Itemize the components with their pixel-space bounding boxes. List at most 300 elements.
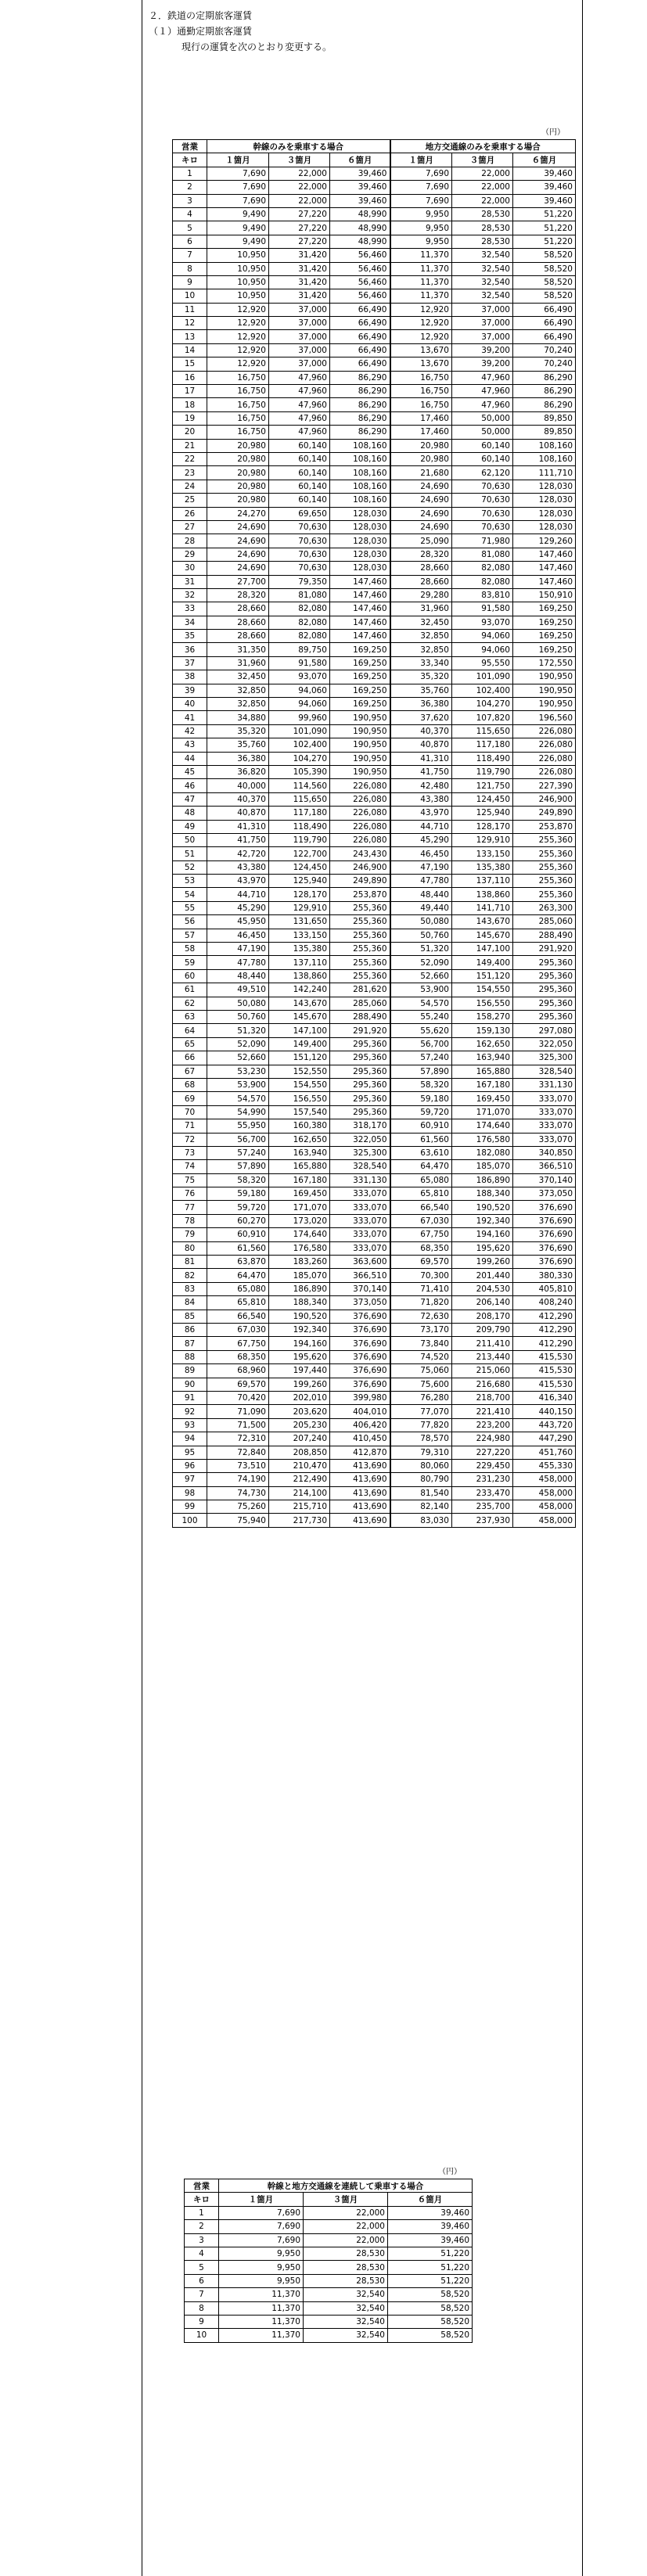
fare-cell: 380,330	[513, 1269, 576, 1282]
km-cell: 34	[173, 616, 207, 629]
km-cell: 31	[173, 575, 207, 588]
table-row	[173, 792, 576, 806]
table-row	[173, 1405, 576, 1418]
fare-cell: 50,080	[390, 915, 452, 929]
table-row	[173, 357, 576, 371]
fare-cell: 207,240	[269, 1432, 330, 1446]
km-cell: 97	[173, 1473, 207, 1486]
table-row	[173, 494, 576, 507]
fare-cell: 185,070	[269, 1269, 330, 1282]
fare-cell: 49,510	[207, 983, 269, 997]
table-row	[173, 943, 576, 956]
fare-cell: 7,690	[390, 181, 452, 194]
fare-cell: 86,290	[513, 398, 576, 411]
fare-cell: 62,120	[452, 466, 513, 480]
header-trunk-3m: ３箇月	[269, 153, 330, 167]
km-cell: 4	[173, 207, 207, 221]
fare-cell: 208,850	[269, 1446, 330, 1459]
fare-cell: 328,540	[513, 1065, 576, 1078]
table-row	[173, 1514, 576, 1527]
fare-cell: 72,840	[207, 1446, 269, 1459]
fare-cell: 51,220	[388, 2274, 473, 2287]
fare-cell: 86,290	[513, 385, 576, 398]
table-row	[173, 411, 576, 425]
km-cell: 77	[173, 1201, 207, 1214]
fare-cell: 188,340	[452, 1187, 513, 1201]
km-cell: 45	[173, 765, 207, 778]
fare-cell: 58,520	[513, 275, 576, 289]
km-cell: 44	[173, 752, 207, 765]
fare-cell: 24,690	[207, 548, 269, 561]
table-row	[173, 1378, 576, 1391]
fare-cell: 20,980	[207, 480, 269, 493]
table-row	[173, 901, 576, 914]
table-row	[173, 207, 576, 221]
fare-cell: 190,950	[330, 738, 390, 752]
fare-cell: 45,290	[390, 833, 452, 846]
fare-cell: 52,090	[207, 1037, 269, 1051]
fare-cell: 57,890	[390, 1065, 452, 1078]
km-cell: 5	[185, 2261, 219, 2274]
km-cell: 83	[173, 1282, 207, 1295]
fare-table-main	[172, 139, 576, 1528]
header-local-3m: ３箇月	[452, 153, 513, 167]
km-cell: 95	[173, 1446, 207, 1459]
table-row	[173, 1310, 576, 1323]
fare-cell: 39,200	[452, 357, 513, 371]
fare-cell: 142,240	[269, 983, 330, 997]
fare-cell: 160,380	[269, 1119, 330, 1133]
km-cell: 32	[173, 588, 207, 602]
km-cell: 57	[173, 929, 207, 942]
fare-cell: 39,460	[513, 167, 576, 180]
fare-cell: 235,700	[452, 1500, 513, 1514]
fare-cell: 32,540	[304, 2301, 388, 2315]
km-cell: 22	[173, 452, 207, 465]
fare-cell: 199,260	[269, 1378, 330, 1391]
fare-cell: 57,890	[207, 1160, 269, 1173]
fare-cell: 24,690	[207, 520, 269, 534]
fare-cell: 203,620	[269, 1405, 330, 1418]
fare-cell: 227,390	[513, 779, 576, 792]
fare-cell: 44,710	[207, 888, 269, 901]
fare-cell: 68,960	[207, 1364, 269, 1378]
fare-cell: 45,950	[207, 915, 269, 929]
fare-cell: 133,150	[269, 929, 330, 942]
fare-cell: 169,250	[330, 698, 390, 711]
table-row	[173, 670, 576, 684]
header-combined-6m: ６箇月	[388, 2193, 473, 2206]
fare-cell: 413,690	[330, 1500, 390, 1514]
km-cell: 38	[173, 670, 207, 684]
fare-cell: 288,490	[330, 1011, 390, 1024]
table-row	[173, 888, 576, 901]
fare-cell: 322,050	[513, 1037, 576, 1051]
fare-cell: 171,070	[452, 1105, 513, 1119]
fare-cell: 57,240	[390, 1051, 452, 1065]
table-row	[173, 507, 576, 520]
fare-cell: 190,950	[330, 765, 390, 778]
table1-unit: （円）	[541, 128, 565, 137]
fare-cell: 82,080	[452, 562, 513, 575]
table-row	[173, 343, 576, 357]
fare-cell: 37,000	[269, 357, 330, 371]
fare-cell: 22,000	[452, 167, 513, 180]
km-cell: 1	[185, 2206, 219, 2219]
header-km: キロ	[185, 2193, 219, 2206]
fare-cell: 60,140	[269, 466, 330, 480]
fare-cell: 80,060	[390, 1459, 452, 1472]
fare-cell: 412,290	[513, 1337, 576, 1350]
fare-cell: 410,450	[330, 1432, 390, 1446]
km-cell: 8	[185, 2301, 219, 2315]
fare-cell: 32,450	[390, 616, 452, 629]
fare-cell: 226,080	[513, 765, 576, 778]
table2-unit: （円）	[438, 2168, 462, 2176]
fare-cell: 20,980	[207, 494, 269, 507]
km-cell: 17	[173, 385, 207, 398]
fare-table-combined	[184, 2179, 473, 2343]
fare-cell: 20,980	[390, 439, 452, 452]
fare-cell: 192,340	[452, 1214, 513, 1227]
fare-cell: 56,460	[330, 262, 390, 275]
fare-cell: 31,420	[269, 249, 330, 262]
fare-cell: 48,990	[330, 221, 390, 235]
fare-cell: 174,640	[452, 1119, 513, 1133]
fare-cell: 60,140	[269, 439, 330, 452]
fare-cell: 7,690	[390, 194, 452, 207]
km-cell: 40	[173, 698, 207, 711]
km-cell: 9	[185, 2315, 219, 2328]
fare-cell: 131,650	[269, 915, 330, 929]
fare-cell: 169,250	[513, 630, 576, 643]
fare-cell: 147,460	[330, 588, 390, 602]
fare-cell: 36,380	[207, 752, 269, 765]
fare-cell: 373,050	[513, 1187, 576, 1201]
fare-cell: 79,310	[390, 1446, 452, 1459]
fare-cell: 118,490	[269, 820, 330, 833]
fare-cell: 376,690	[513, 1241, 576, 1255]
table-row	[173, 1418, 576, 1432]
fare-cell: 102,400	[452, 684, 513, 697]
fare-cell: 458,000	[513, 1514, 576, 1527]
fare-cell: 47,780	[390, 875, 452, 888]
table-row	[173, 181, 576, 194]
fare-cell: 51,220	[513, 207, 576, 221]
table-row	[173, 684, 576, 697]
fare-cell: 22,000	[304, 2220, 388, 2233]
fare-cell: 209,790	[452, 1323, 513, 1336]
fare-cell: 31,350	[207, 643, 269, 656]
fare-cell: 56,460	[330, 249, 390, 262]
fare-cell: 366,510	[330, 1269, 390, 1282]
fare-cell: 455,330	[513, 1459, 576, 1472]
fare-cell: 154,550	[452, 983, 513, 997]
fare-cell: 16,750	[207, 411, 269, 425]
fare-cell: 249,890	[330, 875, 390, 888]
km-cell: 96	[173, 1459, 207, 1472]
fare-cell: 37,000	[269, 330, 330, 343]
km-cell: 41	[173, 711, 207, 724]
fare-cell: 137,110	[452, 875, 513, 888]
fare-cell: 255,360	[513, 860, 576, 874]
km-cell: 67	[173, 1065, 207, 1078]
fare-cell: 77,820	[390, 1418, 452, 1432]
fare-cell: 93,070	[452, 616, 513, 629]
fare-cell: 59,180	[207, 1187, 269, 1201]
fare-cell: 32,850	[390, 630, 452, 643]
fare-cell: 295,360	[513, 997, 576, 1010]
fare-cell: 70,300	[390, 1269, 452, 1282]
fare-cell: 37,000	[452, 317, 513, 330]
fare-cell: 55,620	[390, 1024, 452, 1037]
fare-cell: 174,640	[269, 1228, 330, 1241]
fare-cell: 149,400	[452, 956, 513, 969]
fare-cell: 47,960	[269, 398, 330, 411]
fare-cell: 221,410	[452, 1405, 513, 1418]
table-row	[173, 602, 576, 616]
table-row	[173, 1133, 576, 1146]
fare-cell: 99,960	[269, 711, 330, 724]
fare-cell: 325,300	[330, 1146, 390, 1159]
fare-cell: 48,440	[390, 888, 452, 901]
fare-cell: 58,520	[388, 2288, 473, 2301]
fare-cell: 52,090	[390, 956, 452, 969]
fare-cell: 82,140	[390, 1500, 452, 1514]
fare-cell: 66,490	[330, 343, 390, 357]
km-cell: 4	[185, 2247, 219, 2260]
table-row	[173, 847, 576, 860]
table-row	[173, 1160, 576, 1173]
fare-cell: 11,370	[390, 275, 452, 289]
fare-cell: 7,690	[219, 2233, 304, 2247]
km-cell: 42	[173, 724, 207, 738]
table-row	[173, 1473, 576, 1486]
fare-cell: 331,130	[330, 1173, 390, 1187]
table-row	[185, 2206, 473, 2219]
fare-cell: 32,850	[207, 698, 269, 711]
km-cell: 63	[173, 1011, 207, 1024]
fare-cell: 60,140	[269, 494, 330, 507]
km-cell: 37	[173, 656, 207, 670]
fare-cell: 66,490	[513, 303, 576, 316]
fare-cell: 16,750	[207, 385, 269, 398]
table-row	[173, 426, 576, 439]
fare-cell: 128,030	[513, 507, 576, 520]
fare-cell: 318,170	[330, 1119, 390, 1133]
fare-cell: 28,660	[207, 630, 269, 643]
fare-cell: 94,060	[452, 630, 513, 643]
fare-cell: 7,690	[207, 194, 269, 207]
fare-cell: 333,070	[330, 1214, 390, 1227]
table-row	[173, 969, 576, 983]
fare-cell: 190,520	[269, 1310, 330, 1323]
fare-cell: 67,030	[207, 1323, 269, 1336]
fare-cell: 56,700	[390, 1037, 452, 1051]
fare-cell: 229,450	[452, 1459, 513, 1472]
fare-cell: 37,000	[269, 317, 330, 330]
fare-cell: 135,380	[452, 860, 513, 874]
fare-cell: 31,960	[207, 656, 269, 670]
fare-cell: 78,570	[390, 1432, 452, 1446]
fare-cell: 167,180	[269, 1173, 330, 1187]
fare-cell: 7,690	[207, 167, 269, 180]
fare-cell: 70,630	[452, 494, 513, 507]
fare-cell: 28,530	[452, 235, 513, 248]
km-cell: 50	[173, 833, 207, 846]
fare-cell: 333,070	[330, 1228, 390, 1241]
fare-cell: 39,460	[513, 181, 576, 194]
fare-cell: 47,960	[269, 371, 330, 384]
km-cell: 7	[173, 249, 207, 262]
fare-cell: 104,270	[269, 752, 330, 765]
km-cell: 11	[173, 303, 207, 316]
fare-cell: 104,270	[452, 698, 513, 711]
fare-cell: 147,460	[330, 616, 390, 629]
fare-cell: 11,370	[390, 262, 452, 275]
fare-cell: 22,000	[269, 194, 330, 207]
fare-cell: 412,290	[513, 1310, 576, 1323]
table-row	[173, 167, 576, 180]
fare-cell: 147,460	[330, 630, 390, 643]
fare-cell: 443,720	[513, 1418, 576, 1432]
fare-cell: 70,630	[452, 480, 513, 493]
km-cell: 66	[173, 1051, 207, 1065]
km-cell: 39	[173, 684, 207, 697]
header-local-6m: ６箇月	[513, 153, 576, 167]
header-eigyo: 営業	[173, 140, 207, 153]
fare-cell: 48,990	[330, 207, 390, 221]
fare-cell: 67,750	[207, 1337, 269, 1350]
fare-cell: 25,090	[390, 534, 452, 548]
fare-cell: 94,060	[452, 643, 513, 656]
fare-cell: 194,160	[452, 1228, 513, 1241]
fare-cell: 108,160	[330, 480, 390, 493]
km-cell: 70	[173, 1105, 207, 1119]
fare-cell: 253,870	[513, 820, 576, 833]
fare-cell: 37,000	[269, 343, 330, 357]
table-row	[185, 2220, 473, 2233]
fare-cell: 255,360	[330, 969, 390, 983]
fare-cell: 28,530	[452, 207, 513, 221]
fare-cell: 325,300	[513, 1051, 576, 1065]
fare-cell: 71,980	[452, 534, 513, 548]
fare-cell: 412,870	[330, 1446, 390, 1459]
fare-cell: 147,460	[513, 562, 576, 575]
fare-cell: 376,690	[513, 1214, 576, 1227]
fare-table-main-body	[173, 167, 576, 1527]
fare-cell: 145,670	[452, 929, 513, 942]
fare-cell: 210,470	[269, 1459, 330, 1472]
km-cell: 73	[173, 1146, 207, 1159]
fare-cell: 39,460	[388, 2206, 473, 2219]
fare-cell: 147,460	[330, 575, 390, 588]
fare-cell: 47,190	[390, 860, 452, 874]
fare-cell: 108,160	[330, 494, 390, 507]
km-cell: 6	[173, 235, 207, 248]
fare-cell: 22,000	[269, 181, 330, 194]
fare-cell: 70,630	[452, 520, 513, 534]
table-row	[173, 439, 576, 452]
fare-cell: 82,080	[452, 575, 513, 588]
fare-cell: 17,460	[390, 411, 452, 425]
fare-cell: 58,520	[513, 249, 576, 262]
fare-cell: 137,110	[269, 956, 330, 969]
fare-cell: 133,150	[452, 847, 513, 860]
fare-cell: 36,820	[207, 765, 269, 778]
fare-cell: 47,960	[452, 385, 513, 398]
table-row	[173, 1119, 576, 1133]
fare-cell: 51,220	[513, 221, 576, 235]
km-cell: 88	[173, 1350, 207, 1363]
fare-cell: 39,460	[388, 2220, 473, 2233]
fare-cell: 128,030	[513, 494, 576, 507]
fare-cell: 20,980	[207, 452, 269, 465]
km-cell: 35	[173, 630, 207, 643]
fare-cell: 51,320	[390, 943, 452, 956]
fare-cell: 157,540	[269, 1105, 330, 1119]
fare-cell: 37,620	[390, 711, 452, 724]
fare-cell: 185,070	[452, 1160, 513, 1173]
fare-cell: 169,450	[269, 1187, 330, 1201]
fare-cell: 115,650	[452, 724, 513, 738]
fare-cell: 22,000	[269, 167, 330, 180]
fare-cell: 54,990	[207, 1105, 269, 1119]
km-cell: 28	[173, 534, 207, 548]
fare-cell: 291,920	[513, 943, 576, 956]
table-row	[173, 1146, 576, 1159]
km-cell: 49	[173, 820, 207, 833]
fare-cell: 10,950	[207, 289, 269, 303]
fare-cell: 70,630	[269, 534, 330, 548]
fare-cell: 129,910	[452, 833, 513, 846]
fare-cell: 51,220	[388, 2261, 473, 2274]
header-eigyo: 営業	[185, 2179, 219, 2193]
fare-cell: 70,630	[269, 548, 330, 561]
table-row	[173, 711, 576, 724]
fare-cell: 41,750	[207, 833, 269, 846]
fare-cell: 226,080	[330, 779, 390, 792]
fare-cell: 71,500	[207, 1418, 269, 1432]
fare-cell: 190,950	[330, 724, 390, 738]
fare-cell: 74,730	[207, 1486, 269, 1500]
fare-cell: 40,370	[390, 724, 452, 738]
fare-cell: 66,540	[207, 1310, 269, 1323]
fare-cell: 246,900	[513, 792, 576, 806]
fare-cell: 69,570	[390, 1256, 452, 1269]
fare-cell: 211,410	[452, 1337, 513, 1350]
fare-cell: 172,550	[513, 656, 576, 670]
fare-cell: 59,720	[207, 1201, 269, 1214]
km-cell: 20	[173, 426, 207, 439]
fare-cell: 43,970	[390, 807, 452, 820]
fare-cell: 59,720	[390, 1105, 452, 1119]
fare-cell: 9,950	[390, 235, 452, 248]
fare-cell: 295,360	[330, 1078, 390, 1091]
fare-cell: 66,490	[330, 303, 390, 316]
fare-cell: 9,950	[219, 2247, 304, 2260]
fare-cell: 156,550	[452, 997, 513, 1010]
fare-cell: 32,540	[304, 2329, 388, 2342]
fare-cell: 215,710	[269, 1500, 330, 1514]
km-cell: 1	[173, 167, 207, 180]
table-row	[173, 643, 576, 656]
fare-cell: 190,520	[452, 1201, 513, 1214]
fare-cell: 190,950	[513, 698, 576, 711]
fare-cell: 40,870	[390, 738, 452, 752]
fare-cell: 60,910	[207, 1228, 269, 1241]
fare-cell: 71,820	[390, 1296, 452, 1310]
